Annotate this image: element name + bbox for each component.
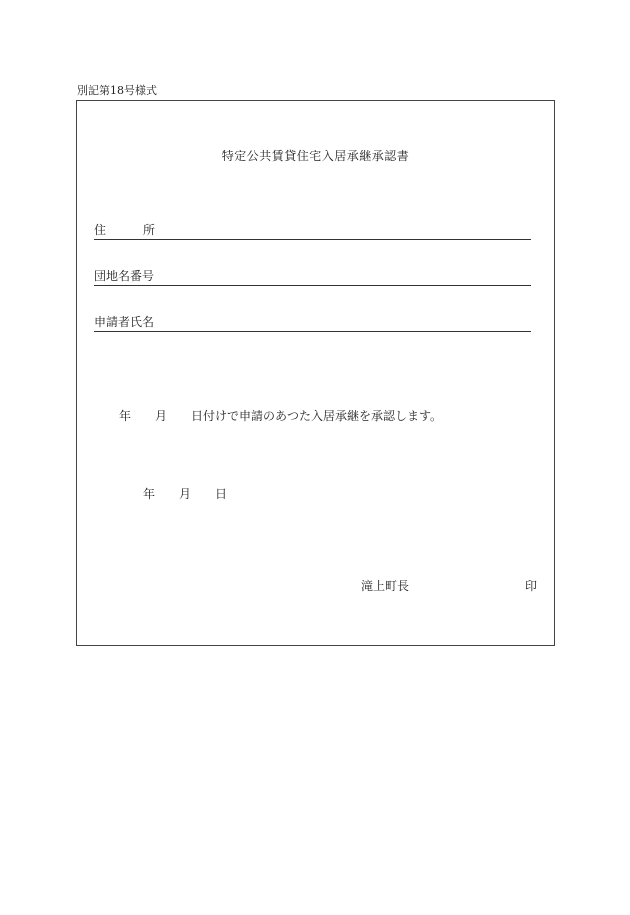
- complex-number-field: [94, 269, 531, 286]
- statement-month: 月: [155, 409, 168, 423]
- statement-year: 年: [119, 409, 132, 423]
- applicant-name-label: 申請者氏名: [94, 315, 155, 329]
- form-frame: [76, 100, 555, 646]
- form-number: 別記第18号様式: [77, 84, 157, 97]
- issue-date-month: 月: [179, 487, 192, 501]
- address-label: [94, 223, 155, 237]
- seal-mark: 印: [525, 579, 538, 593]
- statement-text: 日付けで申請のあつた入居承継を承認します。: [191, 409, 443, 423]
- issue-date-year: 年: [143, 487, 156, 501]
- address-field: [94, 223, 531, 240]
- issue-date-day: 日: [215, 487, 228, 501]
- address-label-1: 住: [94, 223, 107, 237]
- complex-number-label: 団地名番号: [94, 269, 155, 283]
- issuer-name: 滝上町長: [361, 579, 410, 593]
- document-title: 特定公共賃貸住宅入居承継承認書: [221, 149, 410, 163]
- address-label-2: 所: [143, 223, 156, 237]
- applicant-name-field: [94, 315, 531, 332]
